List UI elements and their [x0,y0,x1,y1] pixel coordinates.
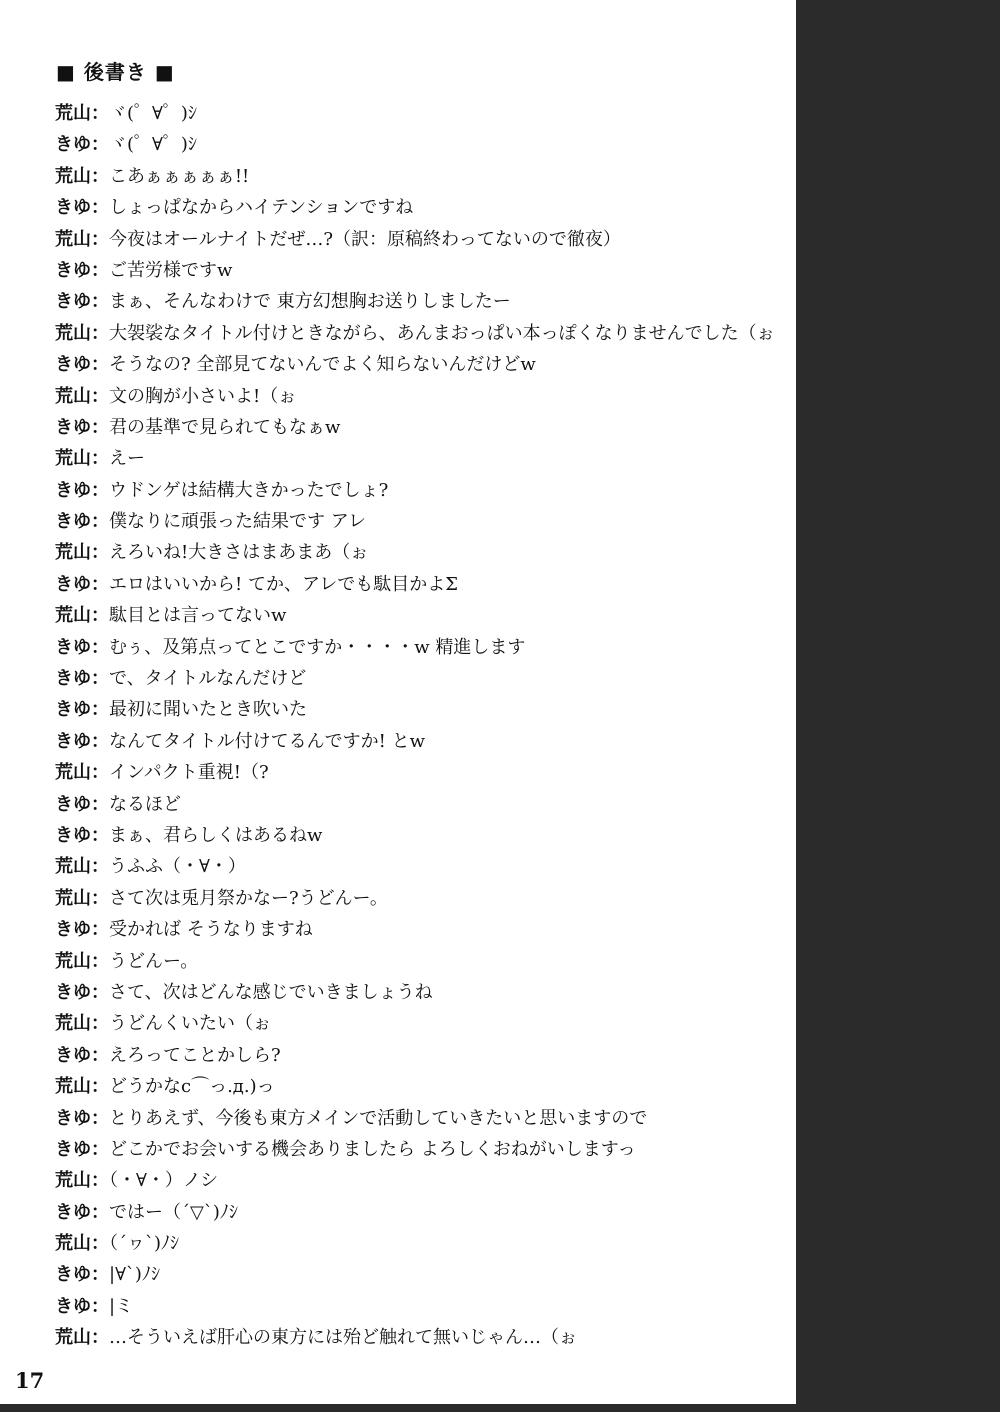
utterance-text: |ミ [109,1295,134,1317]
utterance-text: まぁ、君らしくはあるねw [109,824,323,846]
bottom-margin [0,1404,796,1412]
utterance-text: ヾ(゜∀゜)ｼ [109,103,197,124]
speaker-separator: ： [91,1138,109,1160]
dialogue-line [55,1228,791,1259]
dialogue-line [55,1008,791,1039]
speaker-separator: ： [91,259,109,281]
speaker-name: きゆ [55,981,91,1003]
dialogue-list [55,98,791,1354]
speaker-name: きゆ [55,134,91,156]
dialogue-line [55,161,791,192]
speaker-name: きゆ [55,1295,91,1317]
speaker-separator: ： [91,354,109,376]
speaker-separator: ： [91,228,109,250]
speaker-name: きゆ [55,416,91,438]
speaker-separator: ： [91,322,109,344]
speaker-separator: ： [91,1170,109,1192]
speaker-name: きゆ [55,919,91,941]
utterance-text: どうかなc⌒っ.д.)っ [109,1076,275,1098]
utterance-text: 最初に聞いたとき吹いた [109,699,307,721]
utterance-text: どこかでお会いする機会ありましたら よろしくおねがいしますっ [109,1138,636,1160]
utterance-text: そうなの? 全部見てないんでよく知らないんだけどw [109,354,536,376]
speaker-separator: ： [91,103,109,124]
speaker-separator: ： [91,416,109,438]
utterance-text: …そういえば肝心の東方には殆ど触れて無いじゃん…（ぉ [109,1327,577,1349]
dialogue-line [55,255,791,286]
speaker-name: 荒山 [55,856,91,878]
speaker-separator: ： [91,165,109,187]
utterance-text: えろってことかしら? [109,1044,281,1066]
dialogue-line [55,883,791,914]
utterance-text: こあぁぁぁぁぁ!! [109,165,250,187]
speaker-separator: ： [91,762,109,784]
utterance-text: 大袈裟なタイトル付けときながら、あんまおっぱい本っぽくなりませんでした（ぉ [109,322,775,344]
speaker-name: きゆ [55,197,91,219]
utterance-text: （´ヮ`)ﾉｼ [109,1233,180,1255]
dialogue-line [55,1134,791,1165]
speaker-separator: ： [91,887,109,909]
utterance-text: えろいね!大きさはまあまあ（ぉ [109,542,369,564]
utterance-text: 僕なりに頑張った結果です アレ [109,511,367,533]
speaker-separator: ： [91,668,109,690]
utterance-text: 君の基準で見られてもなぁw [109,416,341,438]
speaker-separator: ： [91,573,109,595]
speaker-name: きゆ [55,793,91,815]
utterance-text: うどんくいたい（ぉ [109,1013,271,1035]
dialogue-line [55,789,791,820]
utterance-text: しょっぱなからハイテンションですね [109,197,414,219]
speaker-separator: ： [91,1076,109,1098]
dialogue-line [55,224,791,255]
speaker-name: 荒山 [55,605,91,627]
utterance-text: ご苦労様ですw [109,259,233,281]
speaker-name: 荒山 [55,887,91,909]
dialogue-line [55,757,791,788]
dialogue-line [55,1197,791,1228]
speaker-name: きゆ [55,668,91,690]
speaker-name: きゆ [55,730,91,752]
dialogue-line [55,1103,791,1134]
speaker-name: 荒山 [55,762,91,784]
utterance-text: なるほど [109,793,181,815]
afterword-heading: ■ 後書き ■ [56,60,175,84]
speaker-separator: ： [91,605,109,627]
dialogue-line [55,349,791,380]
speaker-name: 荒山 [55,385,91,407]
speaker-name: きゆ [55,479,91,501]
speaker-separator: ： [91,197,109,219]
utterance-text: 文の胸が小さいよ!（ぉ [109,385,297,407]
speaker-name: 荒山 [55,103,91,124]
speaker-separator: ： [91,856,109,878]
dialogue-line [55,537,791,568]
dialogue-line [55,569,791,600]
speaker-name: 荒山 [55,1013,91,1035]
speaker-name: 荒山 [55,1327,91,1349]
speaker-name: 荒山 [55,228,91,250]
utterance-text: むぅ、及第点ってとこですか・・・・w 精進します [109,636,526,658]
dialogue-line [55,977,791,1008]
speaker-separator: ： [91,981,109,1003]
speaker-separator: ： [91,950,109,972]
speaker-name: きゆ [55,1107,91,1129]
speaker-separator: ： [91,824,109,846]
speaker-separator: ： [91,1264,109,1286]
speaker-name: きゆ [55,573,91,595]
dialogue-line [55,1071,791,1102]
utterance-text: うどんー。 [109,950,199,972]
utterance-text: さて次は兎月祭かなー?うどんー。 [109,887,388,909]
utterance-text: 受かれば そうなりますね [109,919,313,941]
utterance-text: |∀`)ﾉｼ [109,1264,160,1286]
speaker-name: 荒山 [55,1170,91,1192]
speaker-name: 荒山 [55,448,91,470]
speaker-separator: ： [91,385,109,407]
dialogue-line [55,475,791,506]
dialogue-line [55,1040,791,1071]
speaker-name: きゆ [55,1264,91,1286]
speaker-name: 荒山 [55,1233,91,1255]
dialogue-line [55,192,791,223]
speaker-name: 荒山 [55,1076,91,1098]
dark-margin [796,0,1000,1412]
utterance-text: 駄目とは言ってないw [109,605,287,627]
dialogue-line [55,663,791,694]
speaker-separator: ： [91,448,109,470]
dialogue-line [55,1259,791,1290]
utterance-text: まぁ、そんなわけで 東方幻想胸お送りしましたー [109,291,511,313]
dialogue-line [55,1322,791,1353]
dialogue-line [55,286,791,317]
dialogue-line [55,694,791,725]
speaker-separator: ： [91,134,109,156]
speaker-separator: ： [91,793,109,815]
dialogue-line [55,98,791,129]
dialogue-line [55,851,791,882]
utterance-text: （・∀・）ノシ [109,1170,219,1192]
dialogue-line [55,506,791,537]
speaker-separator: ： [91,1013,109,1035]
speaker-name: きゆ [55,354,91,376]
speaker-separator: ： [91,479,109,501]
dialogue-line [55,381,791,412]
dialogue-line [55,443,791,474]
speaker-separator: ： [91,1044,109,1066]
speaker-name: 荒山 [55,165,91,187]
utterance-text: ヾ(゜∀゜)ｼ [109,134,197,156]
utterance-text: インパクト重視!（? [109,762,269,784]
utterance-text: エロはいいから! てか、アレでも駄目かよΣ [109,573,458,595]
speaker-name: きゆ [55,636,91,658]
page-number: 17 [15,1368,45,1393]
speaker-separator: ： [91,730,109,752]
speaker-separator: ： [91,699,109,721]
speaker-name: きゆ [55,1201,91,1223]
speaker-separator: ： [91,1295,109,1317]
utterance-text: とりあえず、今後も東方メインで活動していきたいと思いますので [109,1107,648,1129]
utterance-text: ウドンゲは結構大きかったでしょ? [109,479,389,501]
speaker-name: 荒山 [55,542,91,564]
dialogue-line [55,632,791,663]
speaker-separator: ： [91,511,109,533]
speaker-separator: ： [91,291,109,313]
dialogue-line [55,914,791,945]
speaker-name: きゆ [55,291,91,313]
speaker-name: きゆ [55,699,91,721]
utterance-text: えー [109,448,145,470]
speaker-separator: ： [91,542,109,564]
speaker-separator: ： [91,636,109,658]
speaker-separator: ： [91,1201,109,1223]
dialogue-line [55,318,791,349]
speaker-name: きゆ [55,511,91,533]
speaker-separator: ： [91,1327,109,1349]
dialogue-line [55,820,791,851]
speaker-name: きゆ [55,824,91,846]
speaker-separator: ： [91,1233,109,1255]
dialogue-line [55,129,791,160]
dialogue-line [55,412,791,443]
utterance-text: で、タイトルなんだけど [109,668,307,690]
utterance-text: 今夜はオールナイトだぜ…?（訳：原稿終わってないので徹夜） [109,228,621,250]
speaker-name: きゆ [55,1138,91,1160]
dialogue-line [55,726,791,757]
speaker-separator: ： [91,1107,109,1129]
speaker-name: きゆ [55,259,91,281]
speaker-name: 荒山 [55,950,91,972]
speaker-separator: ： [91,919,109,941]
utterance-text: ではー（´▽`)ﾉｼ [109,1201,238,1223]
speaker-name: きゆ [55,1044,91,1066]
dialogue-line [55,600,791,631]
utterance-text: さて、次はどんな感じでいきましょうね [109,981,433,1003]
dialogue-line [55,1291,791,1322]
dialogue-line [55,946,791,977]
utterance-text: うふふ（・∀・） [109,856,246,878]
dialogue-line [55,1165,791,1196]
speaker-name: 荒山 [55,322,91,344]
utterance-text: なんてタイトル付けてるんですか! とw [109,730,426,752]
